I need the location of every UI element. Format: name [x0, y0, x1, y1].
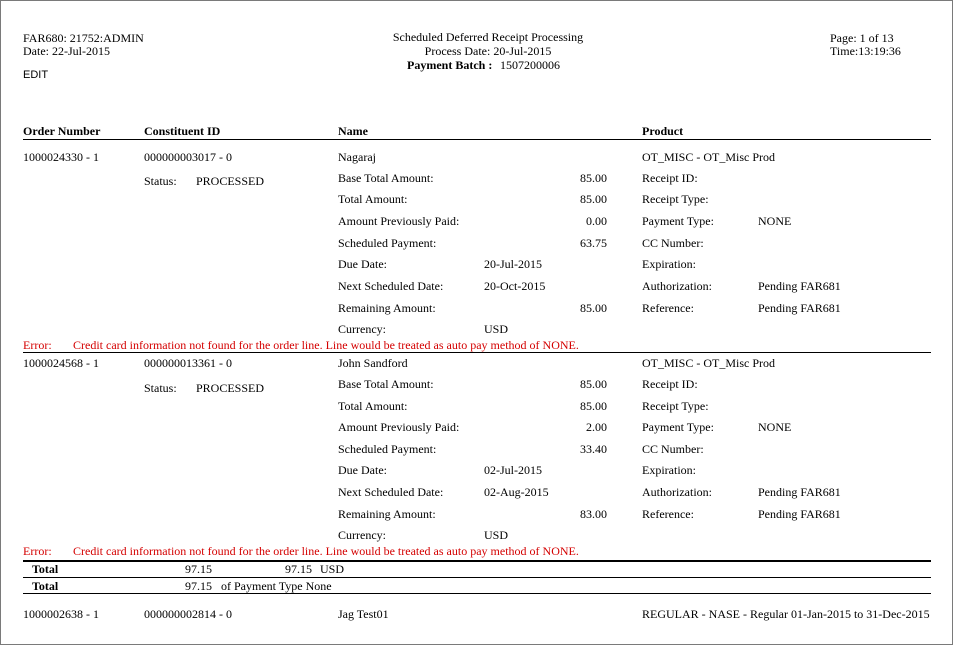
total-amount-label: Total Amount:: [338, 399, 408, 413]
amount-prev-paid-label: Amount Previously Paid:: [338, 214, 460, 228]
scheduled-payment-label: Scheduled Payment:: [338, 236, 437, 250]
currency-label: Currency:: [338, 322, 386, 336]
currency-label: Currency:: [338, 528, 386, 542]
total-amount: 97.15: [185, 562, 212, 576]
report-time: Time:13:19:36: [830, 44, 901, 58]
base-total-value: 85.00: [580, 171, 607, 185]
constituent-id: 000000003017 - 0: [144, 150, 232, 164]
reference-label: Reference:: [642, 301, 694, 315]
total-amount-value: 85.00: [580, 192, 607, 206]
total-by-payment-type-label: Total: [32, 579, 59, 593]
amount-prev-paid-value: 2.00: [586, 420, 607, 434]
status-label: Status:: [144, 381, 177, 395]
total-label: Total: [32, 562, 59, 576]
order-number: 1000024568 - 1: [23, 356, 99, 370]
remaining-value: 83.00: [580, 507, 607, 521]
receipt-id-label: Receipt ID:: [642, 377, 698, 391]
due-date-label: Due Date:: [338, 257, 387, 271]
customer-name: John Sandford: [338, 356, 408, 370]
product-name: OT_MISC - OT_Misc Prod: [642, 356, 776, 370]
order-number: 1000002638 - 1: [23, 607, 99, 621]
totals-divider-middle: [23, 577, 931, 578]
authorization-value: Pending FAR681: [758, 279, 841, 293]
next-scheduled-label: Next Scheduled Date:: [338, 485, 444, 499]
reference-value: Pending FAR681: [758, 301, 841, 315]
currency-value: USD: [484, 322, 509, 336]
total-by-payment-type-note: of Payment Type None: [221, 579, 332, 593]
record-divider: [23, 352, 931, 353]
amount-prev-paid-label: Amount Previously Paid:: [338, 420, 460, 434]
process-date: Process Date: 20-Jul-2015: [424, 44, 552, 58]
receipt-type-label: Receipt Type:: [642, 399, 709, 413]
authorization-label: Authorization:: [642, 485, 712, 499]
report-title: Scheduled Deferred Receipt Processing: [392, 30, 584, 44]
total-currency: USD: [320, 562, 345, 576]
status-label: Status:: [144, 174, 177, 188]
expiration-label: Expiration:: [642, 257, 696, 271]
cc-number-label: CC Number:: [642, 236, 704, 250]
payment-type-label: Payment Type:: [642, 214, 714, 228]
amount-prev-paid-value: 0.00: [586, 214, 607, 228]
totals-divider-top: [23, 560, 931, 562]
col-product: Product: [642, 124, 684, 138]
due-date-label: Due Date:: [338, 463, 387, 477]
remaining-value: 85.00: [580, 301, 607, 315]
total-by-payment-type-amount: 97.15: [185, 579, 212, 593]
total-amount-value: 85.00: [580, 399, 607, 413]
col-order-number: Order Number: [23, 124, 101, 138]
product-name: REGULAR - NASE - Regular 01-Jan-2015 to 31-Dec-2015: [642, 607, 930, 621]
total-amount-label: Total Amount:: [338, 192, 408, 206]
product-name: OT_MISC - OT_Misc Prod: [642, 150, 776, 164]
scheduled-payment-value: 33.40: [580, 442, 607, 456]
report-date: Date: 22-Jul-2015: [23, 44, 110, 58]
edit-mode-label: EDIT: [23, 69, 49, 81]
receipt-id-label: Receipt ID:: [642, 171, 698, 185]
receipt-type-label: Receipt Type:: [642, 192, 709, 206]
status-value: PROCESSED: [196, 381, 265, 395]
currency-value: USD: [484, 528, 509, 542]
reference-label: Reference:: [642, 507, 694, 521]
reference-value: Pending FAR681: [758, 507, 841, 521]
col-name: Name: [338, 124, 368, 138]
payment-type-value: NONE: [758, 420, 792, 434]
next-scheduled-label: Next Scheduled Date:: [338, 279, 444, 293]
authorization-label: Authorization:: [642, 279, 712, 293]
base-total-label: Base Total Amount:: [338, 377, 434, 391]
scheduled-payment-value: 63.75: [580, 236, 607, 250]
due-date-value: 20-Jul-2015: [484, 257, 542, 271]
col-constituent-id: Constituent ID: [144, 124, 221, 138]
constituent-id: 000000002814 - 0: [144, 607, 232, 621]
error-message: Credit card information not found for the order line. Line would be treated as auto pay method of NONE.: [73, 544, 579, 558]
authorization-value: Pending FAR681: [758, 485, 841, 499]
page-number: Page: 1 of 13: [830, 31, 894, 45]
total-amount-secondary: 97.15: [285, 562, 312, 576]
next-scheduled-value: 20-Oct-2015: [484, 279, 546, 293]
payment-type-value: NONE: [758, 214, 792, 228]
customer-name: Jag Test01: [338, 607, 389, 621]
header-divider: [23, 139, 931, 140]
payment-batch-label: Payment Batch :: [407, 58, 493, 72]
cc-number-label: CC Number:: [642, 442, 704, 456]
report-id: FAR680: 21752:ADMIN: [23, 31, 144, 45]
expiration-label: Expiration:: [642, 463, 696, 477]
remaining-label: Remaining Amount:: [338, 507, 436, 521]
scheduled-payment-label: Scheduled Payment:: [338, 442, 437, 456]
due-date-value: 02-Jul-2015: [484, 463, 542, 477]
error-message: Credit card information not found for the order line. Line would be treated as auto pay method of NONE.: [73, 338, 579, 352]
next-scheduled-value: 02-Aug-2015: [484, 485, 549, 499]
error-label: Error:: [23, 338, 52, 352]
order-number: 1000024330 - 1: [23, 150, 99, 164]
remaining-label: Remaining Amount:: [338, 301, 436, 315]
payment-type-label: Payment Type:: [642, 420, 714, 434]
customer-name: Nagaraj: [338, 150, 376, 164]
error-label: Error:: [23, 544, 52, 558]
constituent-id: 000000013361 - 0: [144, 356, 232, 370]
payment-batch-value: 1507200006: [500, 58, 560, 72]
totals-divider-bottom: [23, 593, 931, 594]
base-total-label: Base Total Amount:: [338, 171, 434, 185]
status-value: PROCESSED: [196, 174, 265, 188]
base-total-value: 85.00: [580, 377, 607, 391]
